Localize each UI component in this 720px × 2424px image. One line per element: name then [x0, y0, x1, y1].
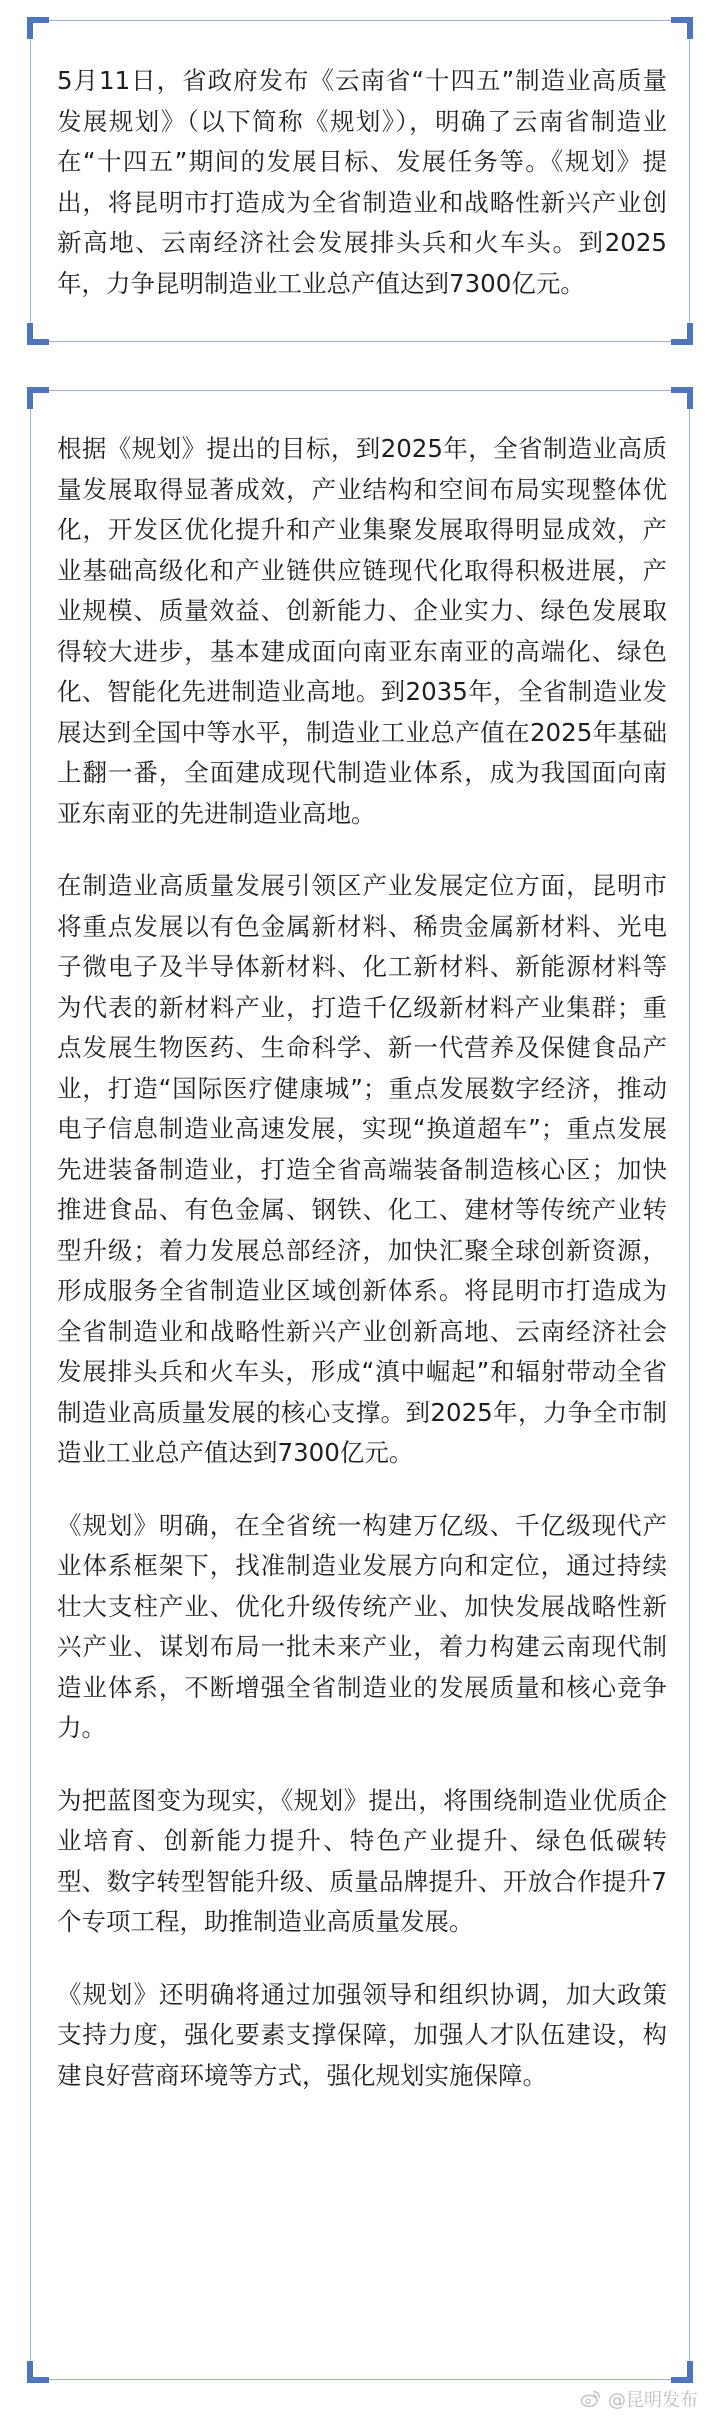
corner-decoration — [27, 2361, 49, 2383]
intro-box — [30, 20, 690, 342]
corner-decoration — [671, 17, 693, 39]
main-content-box — [30, 390, 690, 2380]
paragraph: 在制造业高质量发展引领区产业发展定位方面，昆明市将重点发展以有色金属新材料、稀贵金属新材料、光电子微电子及半导体新材料、化工新材料、新能源材料等为代表的新材料产业，打造千亿级新材料产业集群；重点发展生物医药、生命科学、新一代营养及保健食品产业，打造“国际医疗健康城”；重点发展数字经济，推动电子信息制造业高速发展，实现“换道超车”；重点发展先进装备制造业，打造全省高端装备制造核心区；加快推进食品、有色金属、钢铁、化工、建材等传统产业转型升级；着力发展总部经济，加快汇聚全球创新资源，形成服务全省制造业区域创新体系。将昆明市打造成为全省制造业和战略性新兴产业创新高地、云南经济社会发展排头兵和火车头，形成“滇中崛起”和辐射带动全省制造业高质量发展的核心支撑。到2025年，力争全市制造业工业总产值达到7300亿元。 — [57, 871, 667, 1467]
paragraph: 根据《规划》提出的目标，到2025年，全省制造业高质量发展取得显著成效，产业结构和空间布局实现整体优化，开发区优化提升和产业集聚发展取得明显成效，产业基础高级化和产业链供应链现代化取得积极进展，产业规模、质量效益、创新能力、企业实力、绿色发展取得较大进步，基本建成面向南亚东南亚的高端化、绿色化、智能化先进制造业高地。到2035年，全省制造业发展达到全国中等水平，制造业工业总产值在2025年基础上翻一番，全面建成现代制造业体系，成为我国面向南亚东南亚的先进制造业高地。 — [57, 434, 667, 828]
watermark — [580, 2386, 698, 2412]
corner-decoration — [671, 323, 693, 345]
paragraph: 《规划》明确，在全省统一构建万亿级、千亿级现代产业体系框架下，找准制造业发展方向和定位，通过持续壮大支柱产业、优化升级传统产业、加快发展战略性新兴产业、谋划布局一批未来产业，着力构建云南现代制造业体系，不断增强全省制造业的发展质量和核心竞争力。 — [57, 1510, 667, 1742]
paragraph: 为把蓝图变为现实，《规划》提出，将围绕制造业优质企业培育、创新能力提升、特色产业提升、绿色低碳转型、数字转型智能升级、质量品牌提升、开放合作提升7个专项工程，助推制造业高质量发展。 — [57, 1785, 667, 1936]
watermark-text: @昆明发布 — [608, 2390, 698, 2411]
corner-decoration — [671, 2361, 693, 2383]
article-body — [57, 429, 667, 2128]
corner-decoration — [27, 17, 49, 39]
corner-decoration — [27, 387, 49, 409]
corner-decoration — [671, 387, 693, 409]
intro-text: 5月11日，省政府发布《云南省“十四五”制造业高质量发展规划》（以下简称《规划》），明确了云南省制造业在“十四五”期间的发展目标、发展任务等。《规划》提出，将昆明市打造成为全省制造业和战略性新兴产业创新高地、云南经济社会发展排头兵和火车头。到2025年，力争昆明制造业工业总产值达到7300亿元。 — [57, 66, 667, 298]
weibo-icon — [580, 2388, 602, 2410]
corner-decoration — [27, 323, 49, 345]
paragraph: 《规划》还明确将通过加强领导和组织协调，加大政策支持力度，强化要素支撑保障，加强人才队伍建设，构建良好营商环境等方式，强化规划实施保障。 — [57, 1979, 667, 2090]
